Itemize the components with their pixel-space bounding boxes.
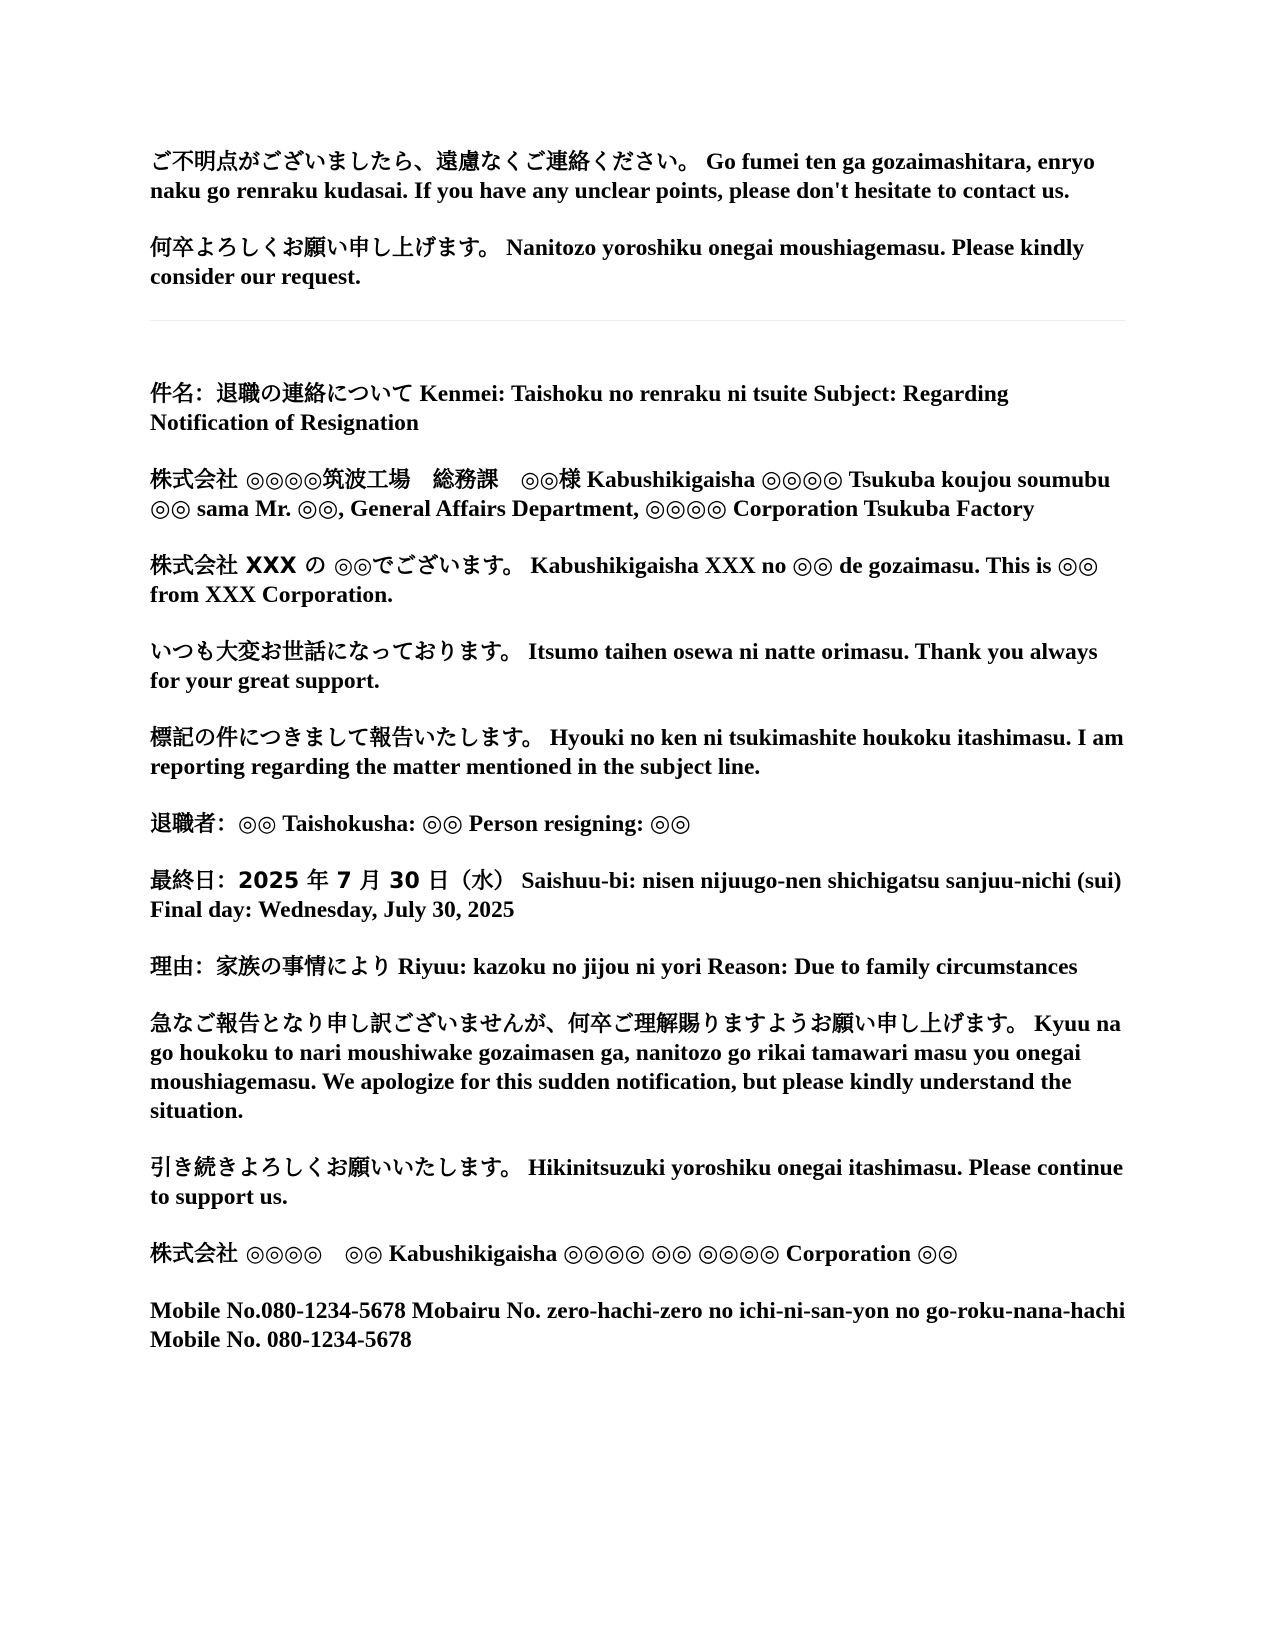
paragraph-japanese: いつも大変お世話になっております。 xyxy=(150,640,523,665)
paragraph-final-day xyxy=(150,867,1126,925)
paragraph-japanese: 件名：退職の連絡について xyxy=(150,382,414,407)
paragraph-translation: Riyuu: kazoku no jijou ni yori Reason: Due to family circumstances xyxy=(397,954,1078,980)
paragraph-addressee xyxy=(150,466,1126,524)
closing-section xyxy=(150,148,1126,292)
paragraph-japanese: 標記の件につきまして報告いたします。 xyxy=(150,726,544,751)
paragraph-request xyxy=(150,234,1126,292)
paragraph-japanese: 理由：家族の事情により xyxy=(150,955,393,980)
paragraph-japanese: 株式会社 XXX の ◎◎でございます。 xyxy=(150,554,525,579)
paragraph-japanese: 株式会社 ◎◎◎◎筑波工場 総務課 ◎◎様 xyxy=(150,468,581,493)
paragraph-signature-company xyxy=(150,1240,1126,1269)
paragraph-japanese: 引き続きよろしくお願いいたします。 xyxy=(150,1156,523,1181)
paragraph-japanese: 急なご報告となり申し訳ございませんが、何卒ご理解賜りますようお願い申し上げます。 xyxy=(150,1012,1029,1037)
paragraph-translation: Hyouki no ken ni tsukimashite houkoku itashimasu. I am reporting regarding the matter mentioned in the subject line. xyxy=(150,725,1124,780)
paragraph-translation: Kabushikigaisha ◎◎◎◎ ◎◎ ◎◎◎◎ Corporation ◎◎ xyxy=(388,1241,958,1267)
paragraph-unclear-points xyxy=(150,148,1126,206)
document-page xyxy=(150,148,1126,1383)
paragraph-translation: Hikinitsuzuki yoroshiku onegai itashimasu. Please continue to support us. xyxy=(150,1155,1124,1210)
paragraph-sender-intro xyxy=(150,552,1126,610)
paragraph-translation: Kyuu na go houkoku to nari moushiwake gozaimasen ga, nanitozo go rikai tamawari masu you onegai moushiagemasu. We apologize for this sudden notification, but please kindly understand the situation. xyxy=(150,1011,1121,1124)
paragraph-translation: Kabushikigaisha XXX no ◎◎ de gozaimasu. This is ◎◎ from XXX Corporation. xyxy=(150,553,1099,608)
paragraph-translation: Mobile No.080-1234-5678 Mobairu No. zero-hachi-zero no ichi-ni-san-yon no go-roku-nana-hachi Mobile No. 080-1234-5678 xyxy=(150,1298,1126,1353)
paragraph-japanese: 退職者：◎◎ xyxy=(150,812,277,837)
paragraph-translation: Kenmei: Taishoku no renraku ni tsuite Subject: Regarding Notification of Resignation xyxy=(150,381,1009,436)
paragraph-reason xyxy=(150,953,1126,982)
paragraph-continued-support xyxy=(150,1154,1126,1212)
paragraph-greeting xyxy=(150,638,1126,696)
paragraph-translation: Go fumei ten ga gozaimashitara, enryo naku go renraku kudasai. If you have any unclear points, please don't hesitate to contact us. xyxy=(150,149,1095,204)
resignation-email-section xyxy=(150,380,1126,1355)
paragraph-mobile-number xyxy=(150,1297,1126,1355)
paragraph-apology xyxy=(150,1010,1126,1126)
paragraph-subject xyxy=(150,380,1126,438)
paragraph-translation: Nanitozo yoroshiku onegai moushiagemasu. Please kindly consider our request. xyxy=(150,235,1085,290)
paragraph-translation: Saishuu-bi: nisen nijuugo-nen shichigatsu sanjuu-nichi (sui) Final day: Wednesday, July 30, 2025 xyxy=(150,868,1122,923)
paragraph-translation: Taishokusha: ◎◎ Person resigning: ◎◎ xyxy=(282,811,691,837)
paragraph-japanese: ご不明点がございましたら、遠慮なくご連絡ください。 xyxy=(150,150,701,175)
paragraph-report xyxy=(150,724,1126,782)
paragraph-person-resigning xyxy=(150,810,1126,839)
paragraph-japanese: 最終日：2025 年 7 月 30 日（水） xyxy=(150,869,516,894)
paragraph-translation: Itsumo taihen osewa ni natte orimasu. Thank you always for your great support. xyxy=(150,639,1098,694)
paragraph-translation: Kabushikigaisha ◎◎◎◎ Tsukuba koujou soumubu ◎◎ sama Mr. ◎◎, General Affairs Department, ◎◎◎◎ Corporation Tsukuba Factory xyxy=(150,467,1111,522)
paragraph-japanese: 株式会社 ◎◎◎◎ ◎◎ xyxy=(150,1242,383,1267)
paragraph-japanese: 何卒よろしくお願い申し上げます。 xyxy=(150,236,501,261)
